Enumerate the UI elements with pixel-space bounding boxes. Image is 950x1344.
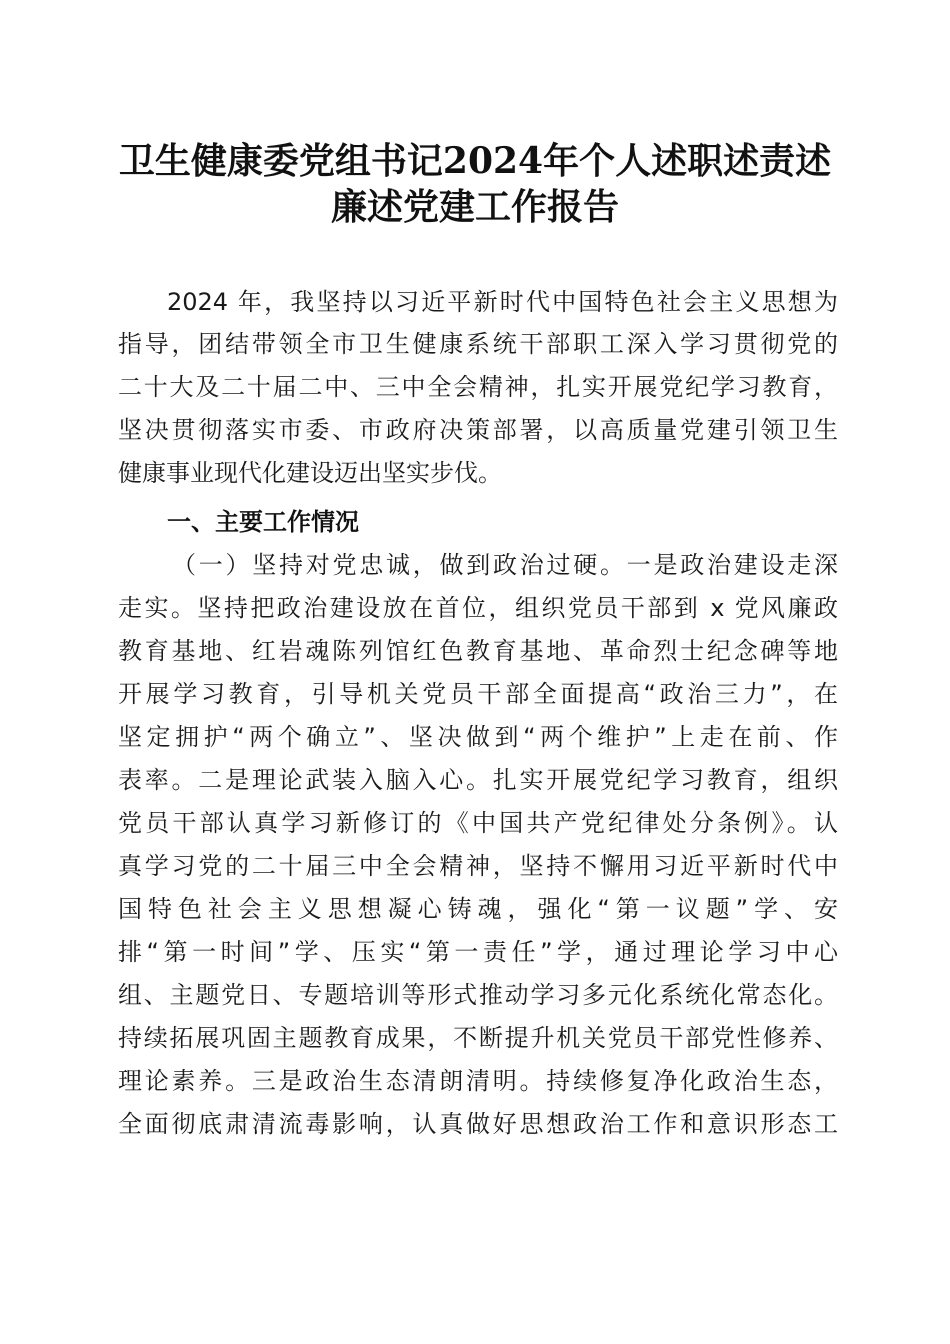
section-heading: 一、主要工作情况 bbox=[167, 508, 359, 536]
paragraph-1-line-3: 二十大及二十届二中、三中全会精神，扎实开展党纪学习教育， bbox=[118, 373, 838, 401]
paragraph-2-line-7: 党员干部认真学习新修订的《中国共产党纪律处分条例》。认 bbox=[118, 809, 838, 837]
paragraph-2-line-4: 开展学习教育，引导机关党员干部全面提高“政治三力”，在 bbox=[118, 680, 838, 708]
paragraph-2-line-10: 排“第一时间”学、压实“第一责任”学，通过理论学习中心 bbox=[118, 938, 838, 966]
paragraph-1-line-4: 坚决贯彻落实市委、市政府决策部署，以高质量党建引领卫生 bbox=[118, 416, 838, 444]
paragraph-2-line-1: （一）坚持对党忠诚，做到政治过硬。一是政治建设走深 bbox=[172, 551, 838, 579]
paragraph-2-line-6: 表率。二是理论武装入脑入心。扎实开展党纪学习教育，组织 bbox=[118, 766, 838, 794]
paragraph-2-line-5: 坚定拥护“两个确立”、坚决做到“两个维护”上走在前、作 bbox=[118, 723, 838, 751]
paragraph-2-line-13: 理论素养。三是政治生态清朗清明。持续修复净化政治生态， bbox=[118, 1067, 838, 1095]
paragraph-2-line-2: 走实。坚持把政治建设放在首位，组织党员干部到 x 党风廉政 bbox=[118, 594, 838, 622]
paragraph-2-line-9: 国特色社会主义思想凝心铸魂，强化“第一议题”学、安 bbox=[118, 895, 838, 923]
paragraph-2-line-8: 真学习党的二十届三中全会精神，坚持不懈用习近平新时代中 bbox=[118, 852, 838, 880]
paragraph-1-line-1: 2024 年，我坚持以习近平新时代中国特色社会主义思想为 bbox=[167, 288, 838, 316]
paragraph-1-line-2: 指导，团结带领全市卫生健康系统干部职工深入学习贯彻党的 bbox=[118, 330, 838, 358]
document-title-line-1: 卫生健康委党组书记2024年个人述职述责述 bbox=[118, 140, 832, 182]
paragraph-2-line-12: 持续拓展巩固主题教育成果，不断提升机关党员干部党性修养、 bbox=[118, 1024, 838, 1052]
paragraph-2-line-14: 全面彻底肃清流毒影响，认真做好思想政治工作和意识形态工 bbox=[118, 1110, 838, 1138]
paragraph-2-line-3: 教育基地、红岩魂陈列馆红色教育基地、革命烈士纪念碑等地 bbox=[118, 637, 838, 665]
paragraph-1-line-5: 健康事业现代化建设迈出坚实步伐。 bbox=[118, 459, 502, 487]
document-title-line-2: 廉述党建工作报告 bbox=[330, 186, 619, 228]
paragraph-2-line-11: 组、主题党日、专题培训等形式推动学习多元化系统化常态化。 bbox=[118, 981, 838, 1009]
